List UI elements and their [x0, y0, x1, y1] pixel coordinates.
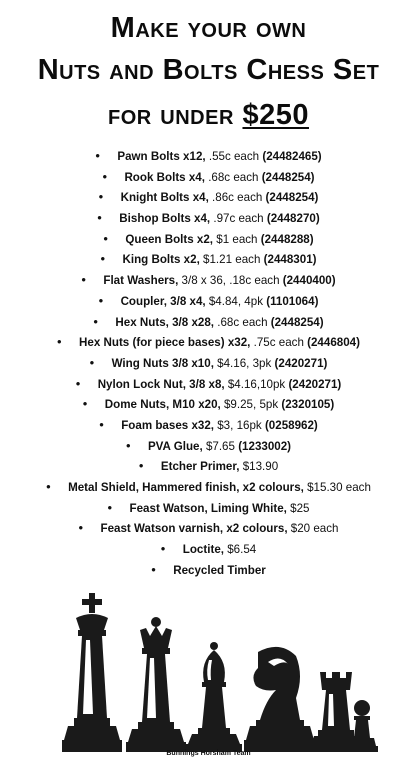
bullet-icon: •: [103, 230, 108, 246]
list-item: [0, 560, 417, 581]
item-name: Pawn Bolts x12,: [117, 150, 206, 163]
item-name: Etcher Primer,: [160, 460, 240, 474]
item-name: Dome Nuts, M10 x20,: [104, 398, 221, 412]
item-detail: $7.65: [202, 439, 239, 453]
item-detail: $4.84, 4pk: [205, 294, 267, 308]
item-detail: $1.21 each: [199, 253, 264, 267]
list-item: [0, 146, 417, 167]
item-detail: .68c each: [204, 170, 262, 184]
item-code: (2448254): [270, 315, 324, 329]
item-code: (2448254): [265, 191, 319, 205]
item-detail: $4.16, 3pk: [213, 356, 275, 370]
item-name: Recycled Timber: [173, 563, 266, 577]
bullet-icon: •: [151, 561, 156, 577]
item-detail: $15.30 each: [303, 481, 371, 494]
list-item: [0, 312, 417, 333]
item-name: Wing Nuts 3/8 x10,: [111, 356, 214, 370]
footer-credit: Bunnings Horsham Team: [166, 750, 251, 757]
item-code: (2420271): [274, 356, 328, 370]
bullet-icon: •: [57, 334, 62, 350]
list-item: [0, 249, 417, 270]
item-detail: $20 each: [287, 522, 339, 536]
bullet-icon: •: [100, 251, 106, 267]
item-name: Knight Bolts x4,: [120, 191, 209, 205]
item-name: Flat Washers,: [103, 274, 179, 288]
item-code: (2448254): [261, 170, 315, 184]
item-detail: .75c each: [250, 336, 308, 350]
item-name: Hex Nuts (for piece bases) x32,: [79, 336, 251, 350]
pawn-icon: [346, 700, 378, 752]
item-code: (1233002): [238, 439, 292, 453]
bullet-icon: •: [97, 210, 102, 226]
item-code: (0258962): [264, 418, 318, 432]
bullet-icon: •: [78, 520, 84, 536]
materials-list: [0, 146, 417, 580]
item-code: (24482465): [262, 150, 322, 163]
item-code: (2448301): [263, 253, 317, 267]
bullet-icon: •: [93, 313, 98, 329]
bullet-icon: •: [98, 292, 104, 308]
item-name: PVA Glue,: [147, 439, 203, 453]
list-item: [0, 167, 417, 188]
item-detail: $3, 16pk: [214, 418, 265, 432]
list-item: [0, 332, 417, 353]
queen-icon: [126, 617, 186, 752]
bullet-icon: •: [89, 354, 95, 370]
bullet-icon: •: [107, 499, 113, 515]
item-name: Feast Watson, Liming White,: [129, 501, 287, 515]
item-code: (2420271): [288, 377, 342, 391]
item-code: (1101064): [266, 294, 319, 308]
item-code: (2448270): [266, 212, 320, 226]
list-item: [0, 456, 417, 477]
item-detail: 3/8 x 36, .18c each: [178, 274, 283, 288]
item-name: Foam bases x32,: [121, 418, 215, 432]
bullet-icon: •: [160, 541, 166, 557]
title-line-1: Make your own: [110, 12, 307, 44]
bullet-icon: •: [98, 189, 104, 205]
list-item: [0, 270, 417, 291]
item-name: Queen Bolts x2,: [125, 232, 214, 246]
bullet-icon: •: [102, 168, 107, 184]
item-detail: $25: [286, 501, 310, 515]
list-item: [0, 187, 417, 208]
king-icon: [62, 593, 122, 752]
list-item: [0, 498, 417, 519]
bullet-icon: •: [125, 437, 131, 453]
item-name: Hex Nuts, 3/8 x28,: [115, 315, 215, 329]
title-line-3-prefix: for under: [108, 99, 243, 131]
item-name: King Bolts x2,: [122, 253, 200, 267]
item-code: (2440400): [282, 274, 336, 288]
list-item: [0, 518, 417, 539]
knight-icon: [244, 647, 316, 752]
bullet-icon: •: [81, 272, 86, 288]
item-name: Rook Bolts x4,: [124, 170, 205, 184]
list-item: [0, 394, 417, 415]
bullet-icon: •: [95, 148, 100, 163]
item-detail: $9.25, 5pk: [220, 398, 282, 412]
title-line-2: Nuts and Bolts Chess Set: [37, 54, 380, 86]
item-name: Bishop Bolts x4,: [119, 212, 211, 226]
chess-pieces-illustration: [52, 590, 382, 760]
list-item: [0, 415, 417, 436]
item-name: Coupler, 3/8 x4,: [120, 294, 206, 308]
list-item: [0, 291, 417, 312]
list-item: [0, 353, 417, 374]
bullet-icon: •: [46, 479, 51, 494]
list-item: [0, 229, 417, 250]
item-name: Feast Watson varnish, x2 colours,: [100, 522, 288, 536]
list-item: [0, 208, 417, 229]
bullet-icon: •: [82, 396, 88, 412]
item-detail: .86c each: [208, 191, 266, 205]
item-detail: $1 each: [213, 232, 261, 246]
bullet-icon: •: [138, 458, 144, 474]
item-detail: .97c each: [210, 212, 267, 226]
item-detail: .68c each: [214, 315, 271, 329]
bullet-icon: •: [99, 416, 104, 432]
list-item: [0, 436, 417, 457]
bishop-icon: [186, 642, 242, 752]
item-detail: $6.54: [224, 543, 257, 557]
list-item: [0, 374, 417, 395]
item-code: (2448288): [260, 232, 314, 246]
bullet-icon: •: [75, 375, 81, 391]
item-name: Nylon Lock Nut, 3/8 x8,: [97, 377, 225, 391]
title-price: $250: [242, 99, 309, 131]
item-detail: .55c each: [205, 150, 263, 163]
item-code: (2446804): [307, 336, 360, 350]
item-code: (2320105): [281, 398, 335, 412]
list-item: [0, 539, 417, 560]
item-detail: $13.90: [239, 460, 279, 474]
item-name: Metal Shield, Hammered finish, x2 colours,: [68, 481, 304, 494]
list-item: [0, 477, 417, 498]
item-name: Loctite,: [182, 543, 224, 557]
item-detail: $4.16,10pk: [224, 377, 289, 391]
title-line-3: [0, 97, 417, 133]
